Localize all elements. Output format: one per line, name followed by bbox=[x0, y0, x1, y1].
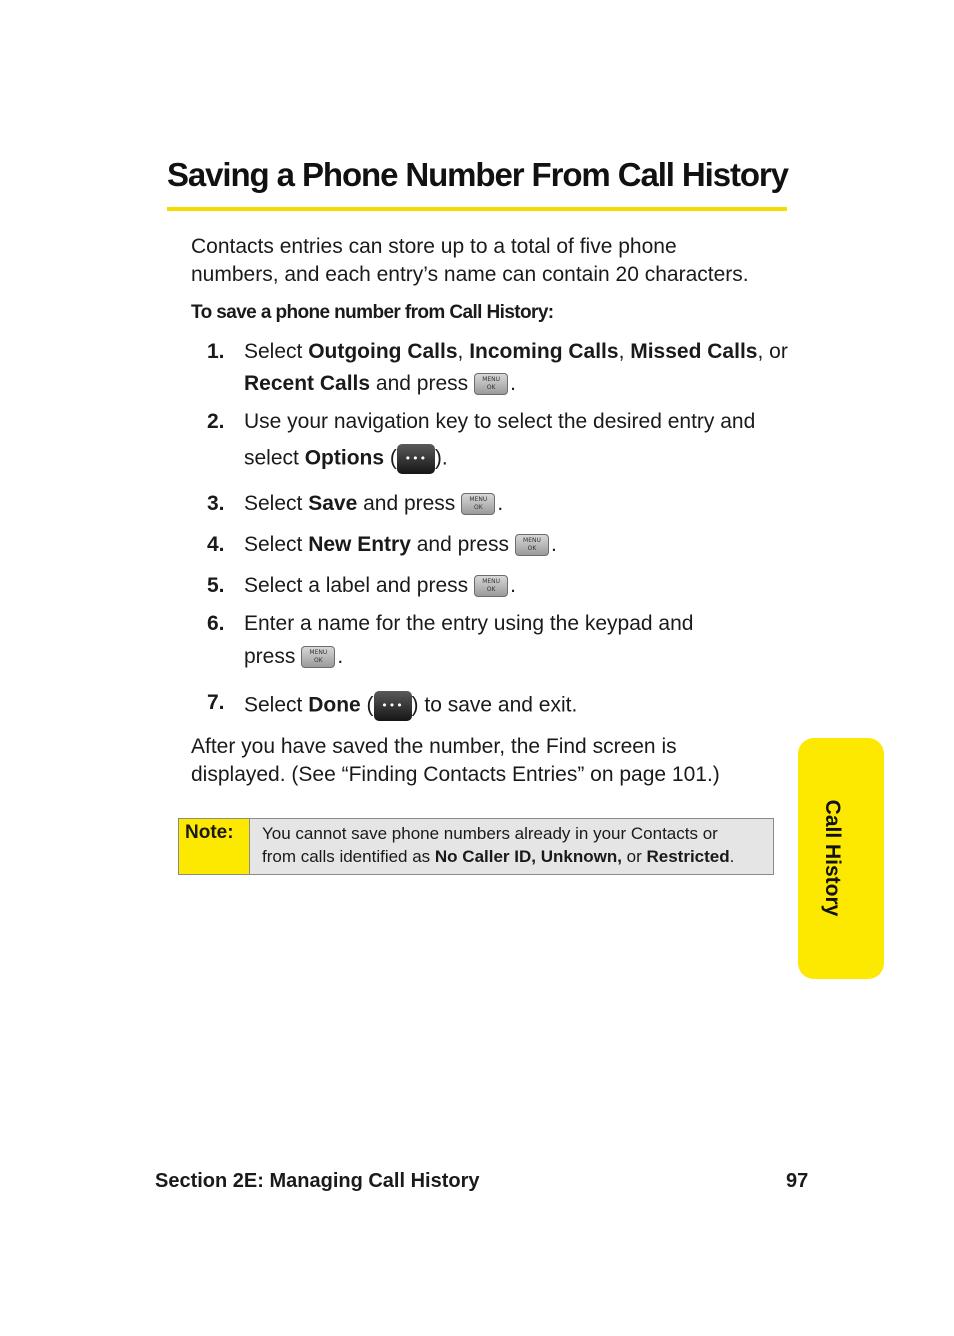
option-incoming-calls: Incoming Calls bbox=[469, 340, 619, 363]
step-text: Select Done (••• ) to save and exit. bbox=[244, 691, 794, 721]
note-text: You cannot save phone numbers already in your Contacts or from calls identified as No Caller ID, Unknown, or Restricted. bbox=[262, 824, 735, 866]
step-number: 7. bbox=[207, 691, 225, 714]
step-text: Select Save and pressMENU OK . bbox=[244, 492, 794, 516]
step-number: 6. bbox=[207, 612, 225, 635]
option-recent-calls: Recent Calls bbox=[244, 372, 371, 395]
intro-line-1: Contacts entries can store up to a total of five phone bbox=[191, 235, 677, 258]
step-text: Select a label and pressMENU OK . bbox=[244, 574, 794, 598]
option-save: Save bbox=[308, 492, 358, 515]
footer-section-title: Section 2E: Managing Call History bbox=[155, 1170, 480, 1192]
note-restricted: Restricted bbox=[646, 847, 730, 866]
intro-line-2: numbers, and each entry’s name can contain 20 characters. bbox=[191, 263, 749, 286]
menu-ok-key-icon bbox=[515, 534, 549, 556]
step-number: 2. bbox=[207, 410, 225, 433]
outro-line-2: displayed. (See “Finding Contacts Entries” on page 101.) bbox=[191, 763, 720, 786]
outro-line-1: After you have saved the number, the Find screen is bbox=[191, 735, 677, 758]
step-text: Select Outgoing Calls, Incoming Calls, Missed Calls, or Recent Calls and pressMENU OK . bbox=[244, 340, 794, 396]
step-number: 5. bbox=[207, 574, 225, 597]
note-box bbox=[178, 818, 774, 875]
note-caller-types: No Caller ID, Unknown, bbox=[434, 847, 622, 866]
title-underline bbox=[167, 207, 787, 211]
menu-ok-key-icon bbox=[301, 646, 335, 668]
step-number: 1. bbox=[207, 340, 225, 363]
option-options: Options bbox=[304, 446, 385, 470]
option-new-entry: New Entry bbox=[308, 533, 411, 556]
step-text: Select New Entry and pressMENU OK . bbox=[244, 533, 794, 557]
option-missed-calls: Missed Calls bbox=[630, 340, 758, 363]
step-text: Enter a name for the entry using the keypad and pressMENU OK . bbox=[244, 612, 794, 669]
option-outgoing-calls: Outgoing Calls bbox=[308, 340, 458, 363]
step-text: Use your navigation key to select the desired entry and select Options (••• ). bbox=[244, 410, 794, 474]
menu-ok-key-icon bbox=[474, 575, 508, 597]
note-label: Note: bbox=[179, 819, 250, 874]
procedure-heading: To save a phone number from Call History: bbox=[191, 302, 554, 323]
outro-paragraph bbox=[191, 733, 791, 789]
softkey-dots-icon bbox=[374, 691, 412, 721]
intro-paragraph bbox=[191, 233, 791, 289]
section-side-tab-label: Call History bbox=[821, 799, 844, 917]
option-done: Done bbox=[308, 693, 361, 717]
step-number: 4. bbox=[207, 533, 225, 556]
footer-page-number: 97 bbox=[786, 1170, 809, 1192]
page-title: Saving a Phone Number From Call History bbox=[167, 156, 788, 193]
softkey-dots-icon bbox=[397, 444, 435, 474]
menu-ok-key-icon bbox=[474, 373, 508, 395]
step-number: 3. bbox=[207, 492, 225, 515]
menu-ok-key-icon bbox=[461, 493, 495, 515]
